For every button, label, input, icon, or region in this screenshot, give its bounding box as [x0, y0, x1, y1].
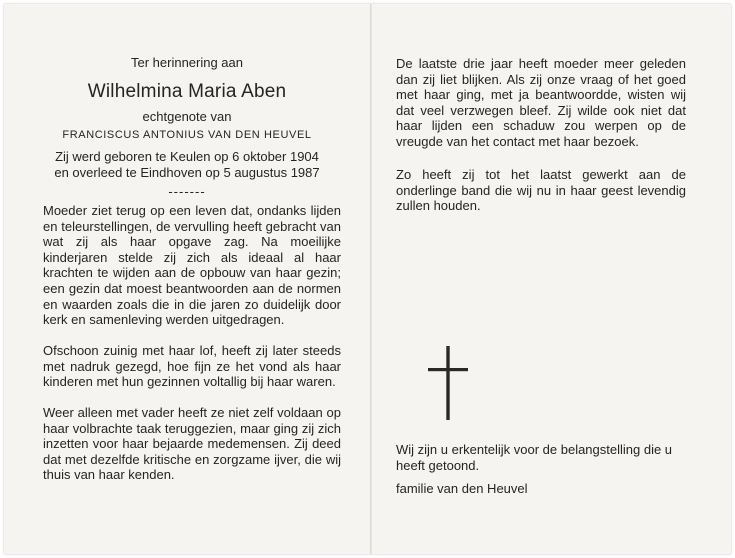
deceased-name: Wilhelmina Maria Aben [87, 81, 287, 102]
paragraph-life: Moeder ziet terug op een leven dat, ondanks lijden en teleurstellingen, de vervulling heeft gebracht van wat zij als haar opgave zag. Na moeilijke kinderjaren stelde zij zich als ideaal al haar krachten te wijden aan de opbouw van haar gezin; een gezin dat moest beantwoorden aan de normen en waarden zoals die in die jaren zo duidelijk door kerk en samenleving werden uitgedragen. [43, 203, 341, 328]
birth-line: Zij werd geboren te Keulen op 6 oktober 1904 [55, 149, 319, 164]
paragraph-praise: Ofschoon zuinig met haar lof, heeft zij later steeds met nadruk gezegd, hoe fijn ze het vond als haar kinderen met hun gezinnen voltallig bij haar waren. [43, 343, 341, 390]
death-line: en overleed te Eindhoven op 5 augustus 1987 [54, 165, 320, 180]
thank-you-text: Wij zijn u erkentelijk voor de belangstelling die u heeft getoond. [396, 442, 673, 473]
intro-text: Ter herinnering aan [130, 55, 244, 70]
life-dates [4, 149, 370, 181]
paragraph-bond: Zo heeft zij tot het laatst gewerkt aan de onderlinge band die wij nu in haar geest levendig zullen houden. [396, 167, 686, 214]
cross-icon [428, 346, 468, 420]
left-page [4, 4, 370, 554]
paragraph-later-years: Weer alleen met vader heeft ze niet zelf voldaan op haar volbrachte taak teruggezien, maar ging zij zich inzetten voor haar bejaarde medemensen. Zij deed dat met dezelfde kritische en zorgzame ijver, die wij thuis van haar kenden. [43, 405, 341, 483]
husband-name: FRANCISCUS ANTONIUS VAN DEN HEUVEL [62, 129, 312, 141]
family-signature: familie van den Heuvel [396, 481, 528, 496]
spouse-label: echtgenote van [142, 109, 232, 124]
paragraph-suffering: De laatste drie jaar heeft moeder meer geleden dan zij liet blijken. Als zij onze vraag of het goed met haar ging, met ja beantwoordde, wisten wij dat veel verzwegen bleef. Zij wilde ook niet dat haar lijden een schaduw zou werpen op de vreugde van het contact met haar bezoek. [396, 56, 686, 149]
separator: ------- [168, 184, 206, 199]
memorial-card [4, 4, 731, 554]
right-page [372, 4, 731, 554]
